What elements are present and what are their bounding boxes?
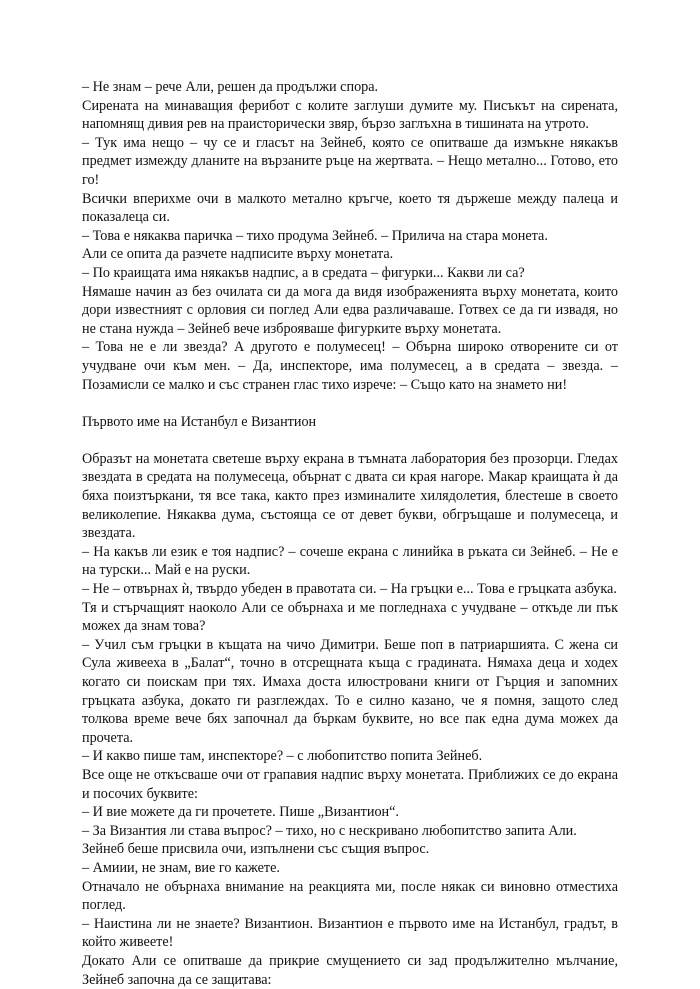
- body-text: [82, 78, 618, 989]
- blank-line: [82, 431, 618, 450]
- section-heading: Първото име на Истанбул е Византион: [82, 413, 317, 430]
- paragraph: Докато Али се опитваше да прикрие смущението си зад продължително мълчание, Зейнеб започна да се защитава:: [82, 952, 618, 988]
- paragraph: Образът на монетата светеше върху екрана в тъмната лаборатория без прозорци. Гледах звездата в средата на полумесеца, обърнат с двата си края нагоре. Макар краищата ѝ да бяха поизтъркани, тя все така, както през изминалите хилядолетия, блестеше в своето великолепие. Някаква дума, състояща се от девет букви, обгръщаше и полумесеца, и звездата.: [82, 450, 618, 542]
- paragraph: Всички вперихме очи в малкото метално кръгче, което тя държеше между палеца и показалеца си.: [82, 190, 618, 226]
- paragraph: Отначало не обърнаха внимание на реакцията ми, после някак си виновно отместиха поглед.: [82, 878, 618, 914]
- paragraph: – Амиии, не знам, вие го кажете.: [82, 859, 280, 876]
- paragraph: – Наистина ли не знаете? Византион. Византион е първото име на Истанбул, градът, в който живеете!: [82, 915, 618, 951]
- paragraph: – Това не е ли звезда? А другото е полумесец! – Обърна широко отворените си от учудване очи към мен. – Да, инспекторе, има полумесец, а в средата – звезда. – Позамисли се малко и със странен глас тихо изрече: – Също като на знамето ни!: [82, 339, 618, 393]
- paragraph: Все още не откъсваше очи от грапавия надпис върху монетата. Приближих се до екрана и посочих буквите:: [82, 766, 618, 802]
- paragraph: Тя и стърчащият наоколо Али се обърнаха и ме погледнаха с учудване – откъде ли пък можех да знам това?: [82, 599, 618, 635]
- paragraph: – За Византия ли става въпрос? – тихо, но с нескривано любопитство запита Али.: [82, 822, 577, 839]
- blank-line: [82, 394, 618, 413]
- paragraph: – По краищата има някакъв надпис, а в средата – фигурки... Какви ли са?: [82, 264, 525, 281]
- paragraph: Нямаше начин аз без очилата си да мога да видя изображенията върху монетата, които дори известният с орловия си поглед Али едва различаваше. Готвех се да ги извадя, но не стана нужда – Зейнеб вече изброяваше фигурките върху монетата.: [82, 283, 618, 337]
- paragraph: Сирената на минаващия ферибот с колите заглуши думите му. Писъкът на сирената, напомнящ дивия рев на праисторически звяр, бързо заглъхна в тишината на утрото.: [82, 97, 618, 133]
- paragraph: – Учил съм гръцки в къщата на чичо Димитри. Беше поп в патриаршията. С жена си Сула живееха в „Балат“, точно в отсрещната къща с градината. Нямаха деца и ходех когато си поискам при тях. Имаха доста илюстровани книги от Гърция и запомних гръцката азбука, докато ги разглеждах. То е силно казано, че я помня, защото след толкова време вече бях започнал да бъркам буквите, но все пак една дума можех да прочета.: [82, 636, 618, 746]
- paragraph: – Не – отвърнах ѝ, твърдо убеден в правотата си. – На гръцки е... Това е гръцката азбука.: [82, 581, 617, 598]
- paragraph: – Това е някаква паричка – тихо продума Зейнеб. – Прилича на стара монета.: [82, 227, 548, 244]
- paragraph: Али се опита да разчете надписите върху монетата.: [82, 246, 394, 263]
- paragraph: Зейнеб беше присвила очи, изпълнени със същия въпрос.: [82, 841, 430, 858]
- paragraph: – На какъв ли език е тоя надпис? – сочеше екрана с линийка в ръката си Зейнеб. – Не е на турски... Май е на руски.: [82, 543, 618, 579]
- paragraph: – И вие можете да ги прочетете. Пише „Византион“.: [82, 804, 399, 821]
- paragraph: – И какво пише там, инспекторе? – с любопитство попита Зейнеб.: [82, 748, 483, 765]
- paragraph: – Тук има нещо – чу се и гласът на Зейнеб, която се опитваше да измъкне някакъв предмет измежду дланите на вързаните ръце на жертвата. – Нещо метално... Готово, ето го!: [82, 134, 618, 188]
- paragraph: – Не знам – рече Али, решен да продължи спора.: [82, 79, 379, 95]
